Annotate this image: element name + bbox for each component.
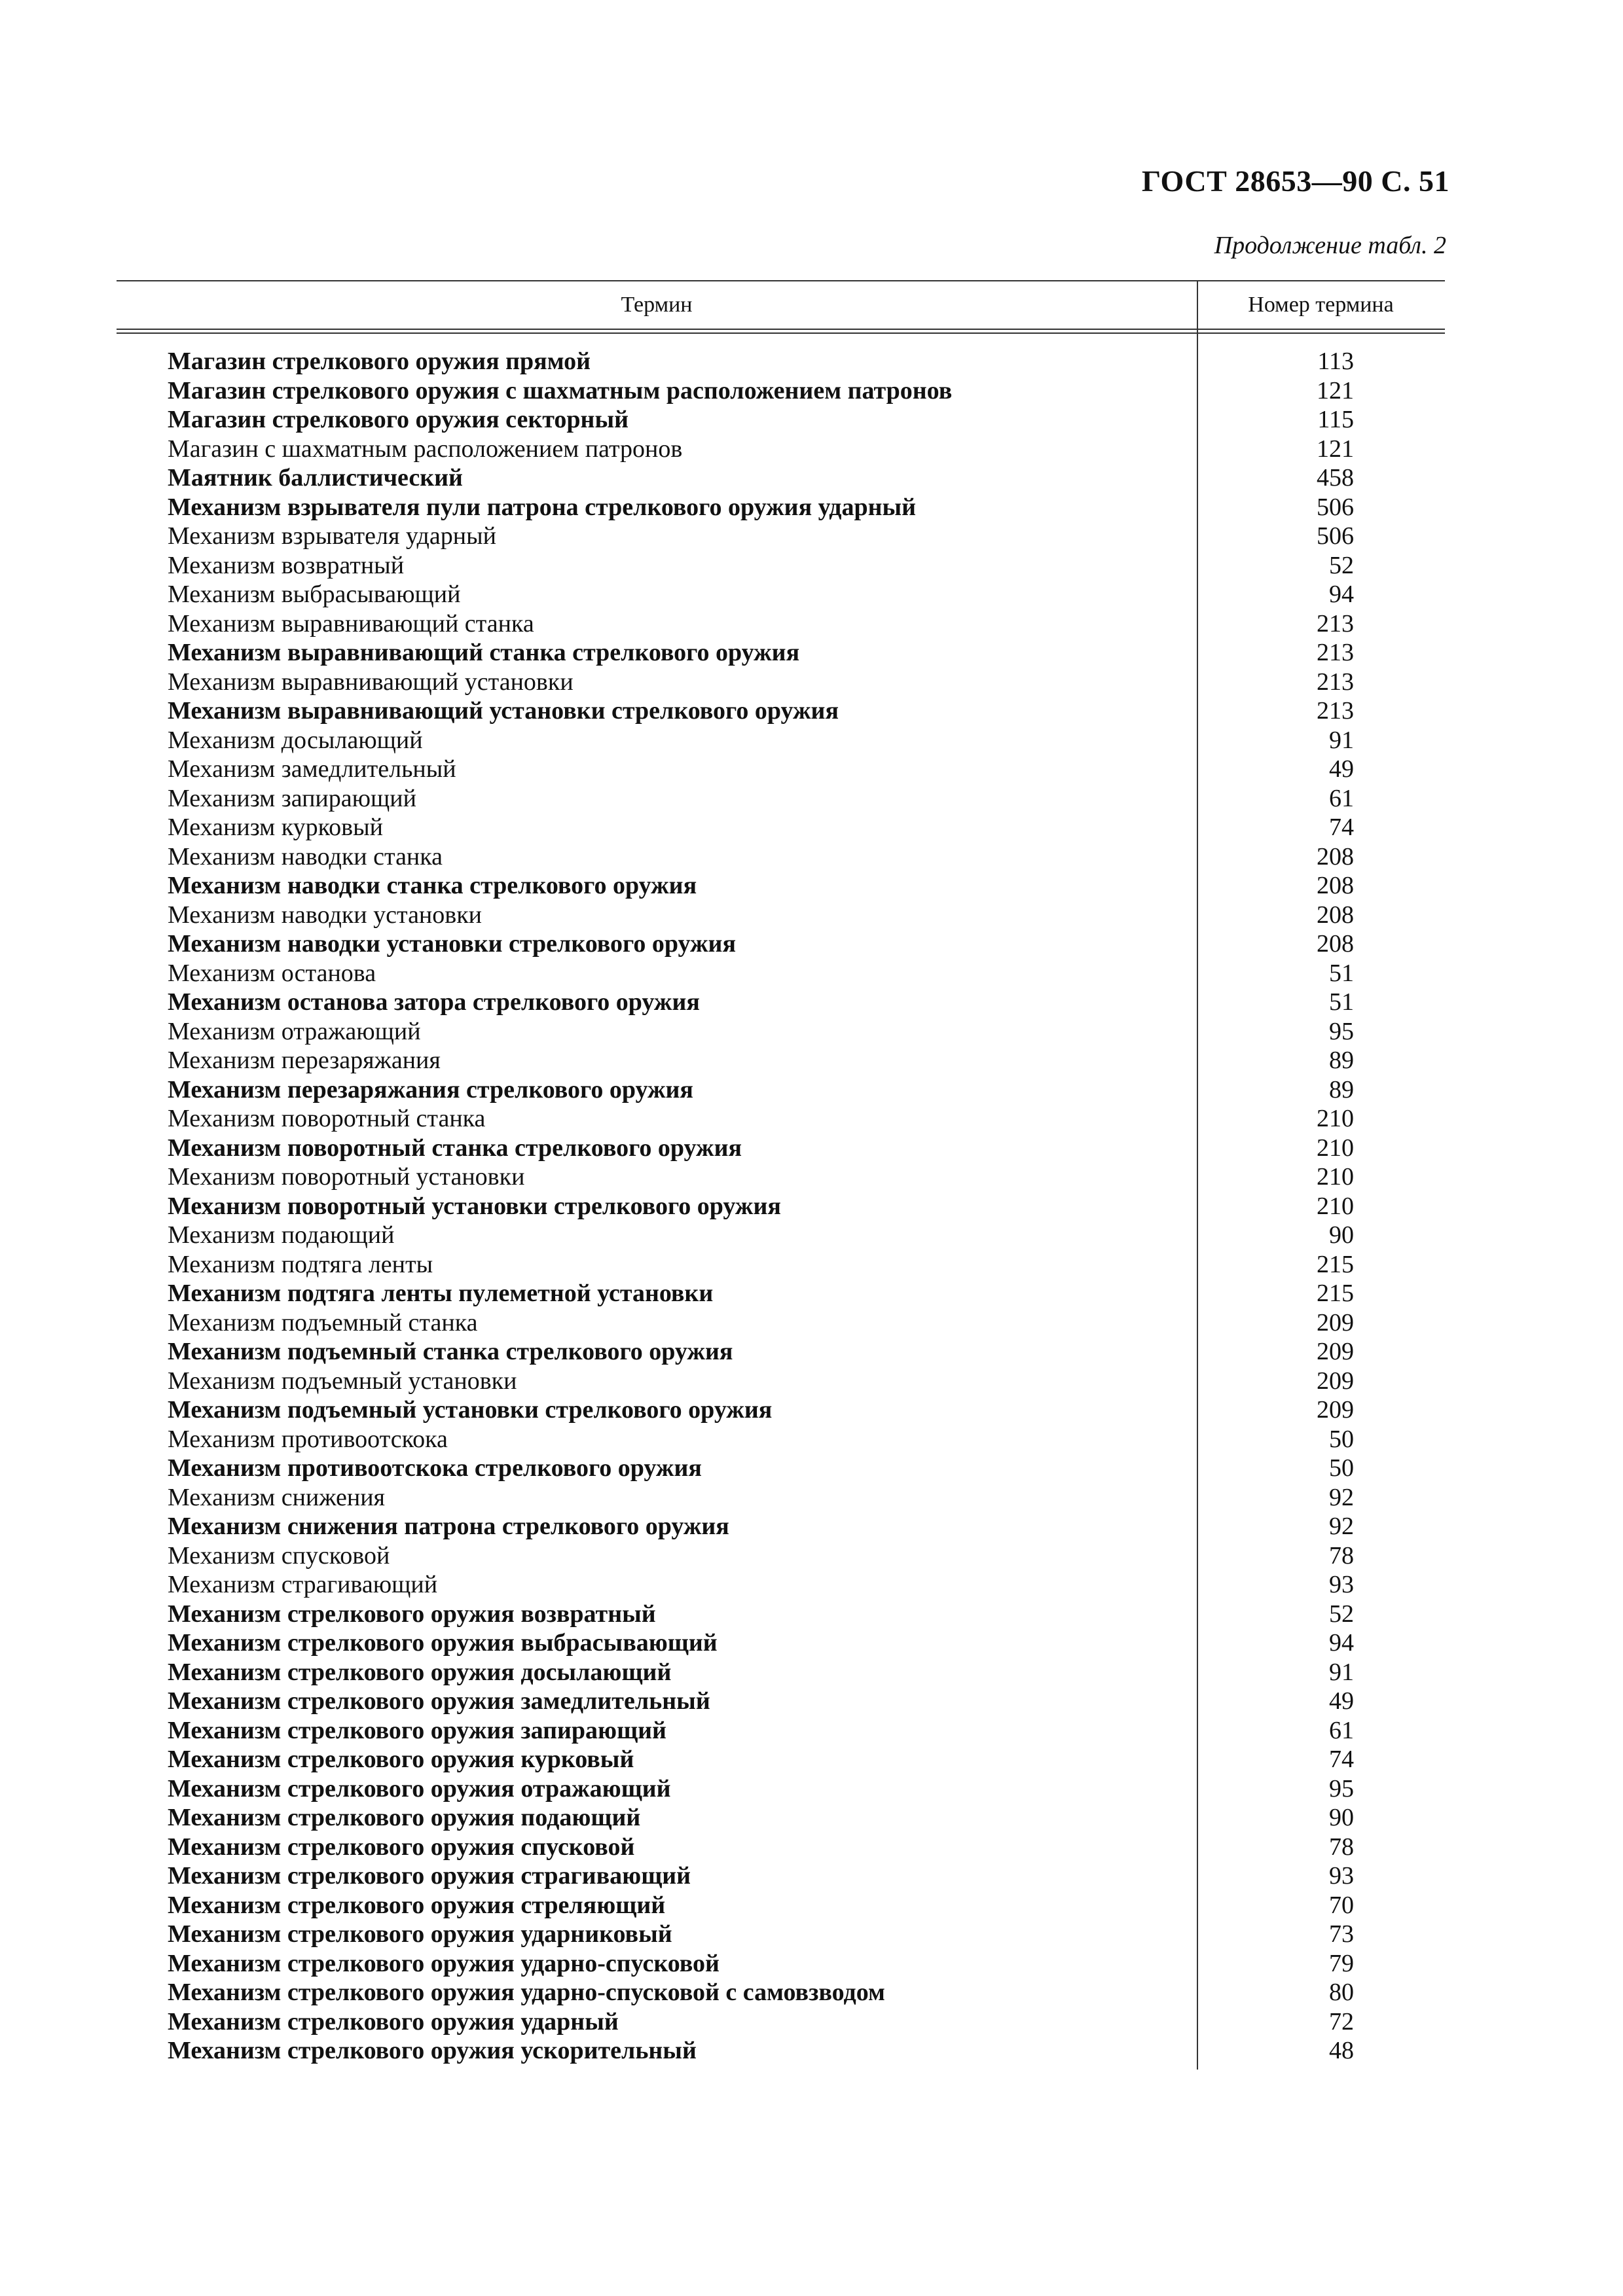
table-row	[117, 1250, 1445, 1280]
table-row	[117, 871, 1445, 901]
term-cell: Механизм курковый	[168, 814, 383, 841]
table-row	[117, 1628, 1445, 1658]
term-cell: Механизм останова	[168, 959, 376, 987]
table-row	[117, 1104, 1445, 1134]
term-cell: Механизм поворотный установки стрелкового оружия	[168, 1192, 781, 1220]
term-number-cell: 48	[1329, 2037, 1354, 2064]
term-number-cell: 215	[1317, 1250, 1354, 1278]
term-cell: Магазин стрелкового оружия прямой	[168, 348, 591, 375]
term-cell: Механизм выравнивающий станка стрелкового оружия	[168, 639, 800, 666]
table-row	[117, 1803, 1445, 1833]
table-row	[117, 1891, 1445, 1920]
term-number-cell: 92	[1329, 1483, 1354, 1511]
term-cell: Механизм наводки установки стрелкового оружия	[168, 930, 737, 958]
term-cell: Механизм снижения	[168, 1483, 386, 1511]
term-cell: Механизм стрелкового оружия отражающий	[168, 1774, 671, 1803]
table-row	[117, 551, 1445, 581]
term-cell: Механизм стрелкового оружия выбрасывающий	[168, 1629, 718, 1657]
term-cell: Механизм перезаряжания стрелкового оружия	[168, 1075, 693, 1103]
term-cell: Механизм противоотскока стрелкового оружия	[168, 1454, 702, 1482]
term-number-cell: 90	[1329, 1804, 1354, 1831]
term-number-cell: 78	[1329, 1541, 1354, 1570]
table-row	[117, 1279, 1445, 1308]
table-row	[117, 959, 1445, 988]
term-cell: Механизм выбрасывающий	[168, 581, 461, 608]
term-cell: Механизм подъемный установки стрелкового оружия	[168, 1396, 773, 1424]
term-cell: Механизм стрелкового оружия ускорительный	[168, 2037, 697, 2064]
term-cell: Механизм подтяга ленты пулеметной установки	[168, 1280, 714, 1307]
term-number-cell: 91	[1329, 1658, 1354, 1686]
table-row	[117, 901, 1445, 930]
term-number-cell: 80	[1329, 1979, 1354, 2006]
table-row	[117, 1046, 1445, 1075]
table-row	[117, 347, 1445, 376]
table-row	[117, 2036, 1445, 2066]
term-number-cell: 78	[1329, 1833, 1354, 1861]
term-number-cell: 213	[1317, 668, 1354, 696]
table-row	[117, 1308, 1445, 1338]
table-row	[117, 1454, 1445, 1483]
term-number-cell: 210	[1317, 1163, 1354, 1191]
term-cell: Механизм выравнивающий установки	[168, 668, 574, 696]
term-number-cell: 94	[1329, 581, 1354, 608]
term-number-cell: 49	[1329, 755, 1354, 783]
term-cell: Механизм страгивающий	[168, 1571, 438, 1598]
term-number-cell: 49	[1329, 1687, 1354, 1715]
term-number-cell: 208	[1317, 930, 1354, 958]
table-row	[117, 726, 1445, 755]
term-number-cell: 51	[1329, 988, 1354, 1016]
term-cell: Механизм спусковой	[168, 1541, 390, 1570]
term-cell: Магазин стрелкового оружия с шахматным расположением патронов	[168, 376, 953, 404]
term-cell: Механизм поворотный установки	[168, 1163, 525, 1191]
term-number-cell: 209	[1317, 1367, 1354, 1395]
table-continuation-label: Продолжение табл. 2	[1214, 232, 1446, 259]
table-row	[117, 696, 1445, 726]
table-row	[117, 580, 1445, 609]
term-number-cell: 72	[1329, 2007, 1354, 2036]
table-row	[117, 376, 1445, 406]
term-cell: Механизм стрелкового оружия возвратный	[168, 1600, 656, 1628]
term-number-cell: 92	[1329, 1513, 1354, 1540]
table-row	[117, 668, 1445, 697]
table-row	[117, 1687, 1445, 1716]
term-number-cell: 51	[1329, 959, 1354, 987]
term-number-cell: 95	[1329, 1017, 1354, 1045]
term-cell: Механизм стрелкового оружия страгивающий	[168, 1862, 691, 1890]
table-row	[117, 1367, 1445, 1396]
term-number-cell: 208	[1317, 872, 1354, 899]
table-row	[117, 1978, 1445, 2007]
term-number-cell: 52	[1329, 551, 1354, 579]
table-row	[117, 1949, 1445, 1979]
term-number-cell: 506	[1317, 493, 1354, 521]
table-row	[117, 1512, 1445, 1541]
term-number-cell: 210	[1317, 1105, 1354, 1132]
term-number-cell: 209	[1317, 1338, 1354, 1365]
table-row	[117, 755, 1445, 784]
table-row	[117, 1920, 1445, 1949]
term-number-cell: 50	[1329, 1454, 1354, 1482]
term-cell: Механизм стрелкового оружия запирающий	[168, 1716, 666, 1744]
term-number-cell: 115	[1317, 406, 1354, 433]
term-cell: Механизм подъемный станка стрелкового оружия	[168, 1338, 733, 1365]
column-header-term: Термин	[621, 293, 693, 317]
term-number-cell: 210	[1317, 1192, 1354, 1220]
term-cell: Магазин стрелкового оружия секторный	[168, 406, 629, 433]
term-number-cell: 89	[1329, 1047, 1354, 1074]
table-row	[117, 1425, 1445, 1454]
term-number-cell: 93	[1329, 1571, 1354, 1598]
column-header-number: Номер термина	[1248, 293, 1394, 317]
table-row	[117, 1600, 1445, 1629]
table-row	[117, 1162, 1445, 1192]
term-cell: Механизм стрелкового оружия подающий	[168, 1804, 641, 1831]
table-row	[117, 1658, 1445, 1687]
term-cell: Механизм останова затора стрелкового оружия	[168, 988, 700, 1016]
term-number-cell: 94	[1329, 1629, 1354, 1657]
term-number-cell: 52	[1329, 1600, 1354, 1628]
table-row	[117, 1541, 1445, 1571]
term-cell: Механизм противоотскока	[168, 1425, 448, 1453]
table-row	[117, 1716, 1445, 1746]
term-number-cell: 61	[1329, 784, 1354, 812]
table-row	[117, 1075, 1445, 1105]
term-cell: Механизм наводки станка стрелкового оружия	[168, 872, 697, 899]
term-number-cell: 213	[1317, 609, 1354, 637]
term-number-cell: 210	[1317, 1134, 1354, 1162]
term-cell: Механизм взрывателя пули патрона стрелкового оружия ударный	[168, 493, 917, 521]
table-header-rule	[117, 329, 1445, 334]
term-number-cell: 91	[1329, 726, 1354, 754]
term-cell: Механизм стрелкового оружия ударно-спусковой с самовзводом	[168, 1979, 885, 2006]
table-row	[117, 1774, 1445, 1804]
term-cell: Механизм поворотный станка	[168, 1105, 486, 1132]
table-row	[117, 2007, 1445, 2037]
table-row	[117, 813, 1445, 842]
term-cell: Механизм стрелкового оружия ударный	[168, 2007, 619, 2036]
table-row	[117, 1017, 1445, 1047]
term-number-cell: 213	[1317, 639, 1354, 666]
term-number-cell: 70	[1329, 1891, 1354, 1919]
table-row	[117, 522, 1445, 551]
term-cell: Механизм стрелкового оружия замедлительный	[168, 1687, 710, 1715]
term-cell: Механизм выравнивающий станка	[168, 609, 534, 637]
table-body	[117, 334, 1445, 2066]
table-row	[117, 1221, 1445, 1250]
table-row	[117, 1337, 1445, 1367]
table-row	[117, 1134, 1445, 1163]
term-cell: Магазин с шахматным расположением патронов	[168, 435, 683, 463]
term-number-cell: 121	[1317, 435, 1354, 463]
term-number-cell: 89	[1329, 1075, 1354, 1103]
term-number-cell: 209	[1317, 1396, 1354, 1424]
term-number-cell: 90	[1329, 1221, 1354, 1249]
term-cell: Механизм подъемный установки	[168, 1367, 517, 1395]
term-cell: Механизм стрелкового оружия спусковой	[168, 1833, 635, 1861]
term-cell: Механизм выравнивающий установки стрелкового оружия	[168, 697, 839, 725]
table-row	[117, 1833, 1445, 1862]
table-header-row	[117, 281, 1445, 329]
term-number-cell: 93	[1329, 1862, 1354, 1890]
column-divider	[1197, 280, 1198, 2070]
term-number-cell: 79	[1329, 1949, 1354, 1977]
term-number-cell: 95	[1329, 1774, 1354, 1803]
term-number-cell: 50	[1329, 1425, 1354, 1453]
term-cell: Механизм снижения патрона стрелкового оружия	[168, 1513, 729, 1540]
table-row	[117, 1483, 1445, 1513]
table-row	[117, 1861, 1445, 1891]
table-row	[117, 842, 1445, 872]
table-row	[117, 405, 1445, 435]
table-row	[117, 463, 1445, 493]
table-row	[117, 784, 1445, 814]
term-cell: Механизм отражающий	[168, 1017, 421, 1045]
term-cell: Механизм досылающий	[168, 726, 423, 754]
term-cell: Механизм стрелкового оружия досылающий	[168, 1658, 672, 1686]
term-cell: Механизм перезаряжания	[168, 1047, 441, 1074]
term-number-cell: 209	[1317, 1308, 1354, 1336]
term-number-cell: 73	[1329, 1920, 1354, 1948]
term-cell: Механизм замедлительный	[168, 755, 456, 783]
table-row	[117, 638, 1445, 668]
term-number-cell: 213	[1317, 697, 1354, 725]
term-cell: Механизм стрелкового оружия ударниковый	[168, 1920, 672, 1948]
term-cell: Механизм наводки установки	[168, 901, 483, 929]
table-row	[117, 609, 1445, 639]
term-cell: Механизм взрывателя ударный	[168, 522, 496, 550]
term-number-cell: 215	[1317, 1280, 1354, 1307]
term-cell: Механизм стрелкового оружия ударно-спусковой	[168, 1949, 720, 1977]
term-cell: Механизм стрелкового оружия курковый	[168, 1746, 634, 1773]
table-row	[117, 1745, 1445, 1774]
term-cell: Механизм стрелкового оружия стреляющий	[168, 1891, 666, 1919]
term-number-cell: 74	[1329, 1746, 1354, 1773]
term-number-cell: 208	[1317, 842, 1354, 870]
table-row	[117, 1192, 1445, 1221]
term-cell: Механизм запирающий	[168, 784, 416, 812]
terms-table	[117, 280, 1445, 2066]
table-row	[117, 929, 1445, 959]
term-number-cell: 506	[1317, 522, 1354, 550]
term-cell: Механизм возвратный	[168, 551, 405, 579]
table-row	[117, 493, 1445, 522]
term-cell: Маятник баллистический	[168, 464, 463, 492]
term-cell: Механизм подъемный станка	[168, 1308, 478, 1336]
term-number-cell: 74	[1329, 814, 1354, 841]
term-number-cell: 113	[1317, 348, 1354, 375]
table-row	[117, 435, 1445, 464]
term-cell: Механизм подающий	[168, 1221, 395, 1249]
table-row	[117, 1395, 1445, 1425]
table-row	[117, 988, 1445, 1017]
term-number-cell: 61	[1329, 1716, 1354, 1744]
term-number-cell: 208	[1317, 901, 1354, 929]
term-cell: Механизм подтяга ленты	[168, 1250, 433, 1278]
table-row	[117, 1570, 1445, 1600]
term-number-cell: 458	[1317, 464, 1354, 492]
term-cell: Механизм наводки станка	[168, 842, 443, 870]
term-number-cell: 121	[1317, 376, 1354, 404]
page-header: ГОСТ 28653—90 С. 51	[1141, 164, 1450, 198]
term-cell: Механизм поворотный станка стрелкового оружия	[168, 1134, 742, 1162]
